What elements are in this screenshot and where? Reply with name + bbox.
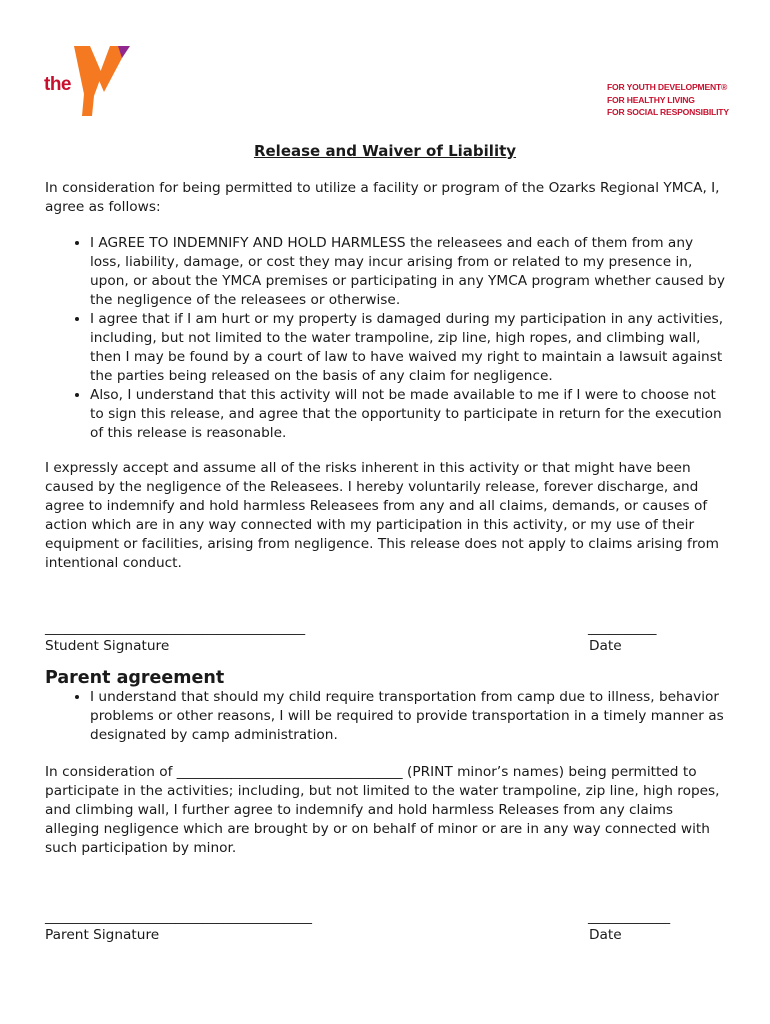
list-item: • I AGREE TO INDEMNIFY AND HOLD HARMLESS the releasees and each of them from any loss, liability, damage, or cost they may incur arising from or related to my presence in, upon, or about the YMCA premises or participating in any YMCA program whether caused by the negligence of the releasees or otherwise. (90, 234, 725, 310)
parent-agreement-heading: Parent agreement (45, 668, 225, 688)
waiver-document (45, 142, 725, 948)
student-date-line[interactable]: __________ (588, 620, 657, 636)
document-title: Release and Waiver of Liability (253, 142, 517, 160)
intro-paragraph: In consideration for being permitted to utilize a facility or program of the Ozarks Regional YMCA, I, agree as follows: (45, 180, 720, 215)
acceptance-paragraph: I expressly accept and assume all of the risks inherent in this activity or that might have been caused by the negligence of the Releasees. I hereby voluntarily release, forever discharge, and agree to indemnify and hold harmless Releasees from any and all claims, demands, or causes of action which are in any way connected with my participation in this activity, or my use of their equipment or facilities, arising from negligence. This release does not apply to claims arising from intentional conduct. (45, 460, 719, 571)
parent-date-label: Date (589, 927, 622, 943)
agreement-list (45, 234, 725, 443)
parent-consideration-paragraph: In consideration of _________________________________ (PRINT minor’s names) being permitted to participate in the activities; including, but not limited to the water trampoline, zip line, high ropes, and climbing wall, I further agree to indemnify and hold harmless Releases from any claims alleging negligence which are brought by or on behalf of minor or are in any way connected with such participation by minor. (45, 764, 720, 856)
list-item: • Also, I understand that this activity will not be made available to me if I were to choose not to sign this release, and agree that the opportunity to participate in return for the execution of this release is reasonable. (90, 386, 725, 443)
parent-signature-label: Parent Signature (45, 927, 160, 943)
student-signature-line[interactable]: ______________________________________ (45, 620, 306, 636)
student-signature-label: Student Signature (45, 638, 170, 654)
logo-ymca-text: YMCA (104, 93, 118, 113)
ymca-tagline (607, 81, 729, 119)
list-item: • I understand that should my child require transportation from camp due to illness, behavior problems or other reasons, I will be required to provide transportation in a timely manner as designated by camp administration. (90, 688, 725, 745)
student-date-label: Date (589, 638, 622, 654)
parent-signature-block (45, 908, 725, 948)
ymca-logo (44, 44, 138, 116)
list-item: • I agree that if I am hurt or my property is damaged during my participation in any activities, including, but not limited to the water trampoline, zip line, high ropes, and climbing wall, then I may be found by a court of law to have waived my right to maintain a lawsuit against the parties being released on the basis of any claim for negligence. (90, 310, 725, 386)
tagline-line: FOR SOCIAL RESPONSIBILITY (607, 107, 729, 117)
logo-wordmark: the (44, 74, 71, 95)
parent-signature-line[interactable]: _______________________________________ (45, 909, 312, 925)
tagline-line: FOR YOUTH DEVELOPMENT® (607, 82, 728, 92)
student-signature-block (45, 619, 725, 659)
parent-date-line[interactable]: ____________ (588, 909, 671, 925)
tagline-line: FOR HEALTHY LIVING (607, 94, 695, 105)
parent-agreement-list (45, 688, 725, 745)
